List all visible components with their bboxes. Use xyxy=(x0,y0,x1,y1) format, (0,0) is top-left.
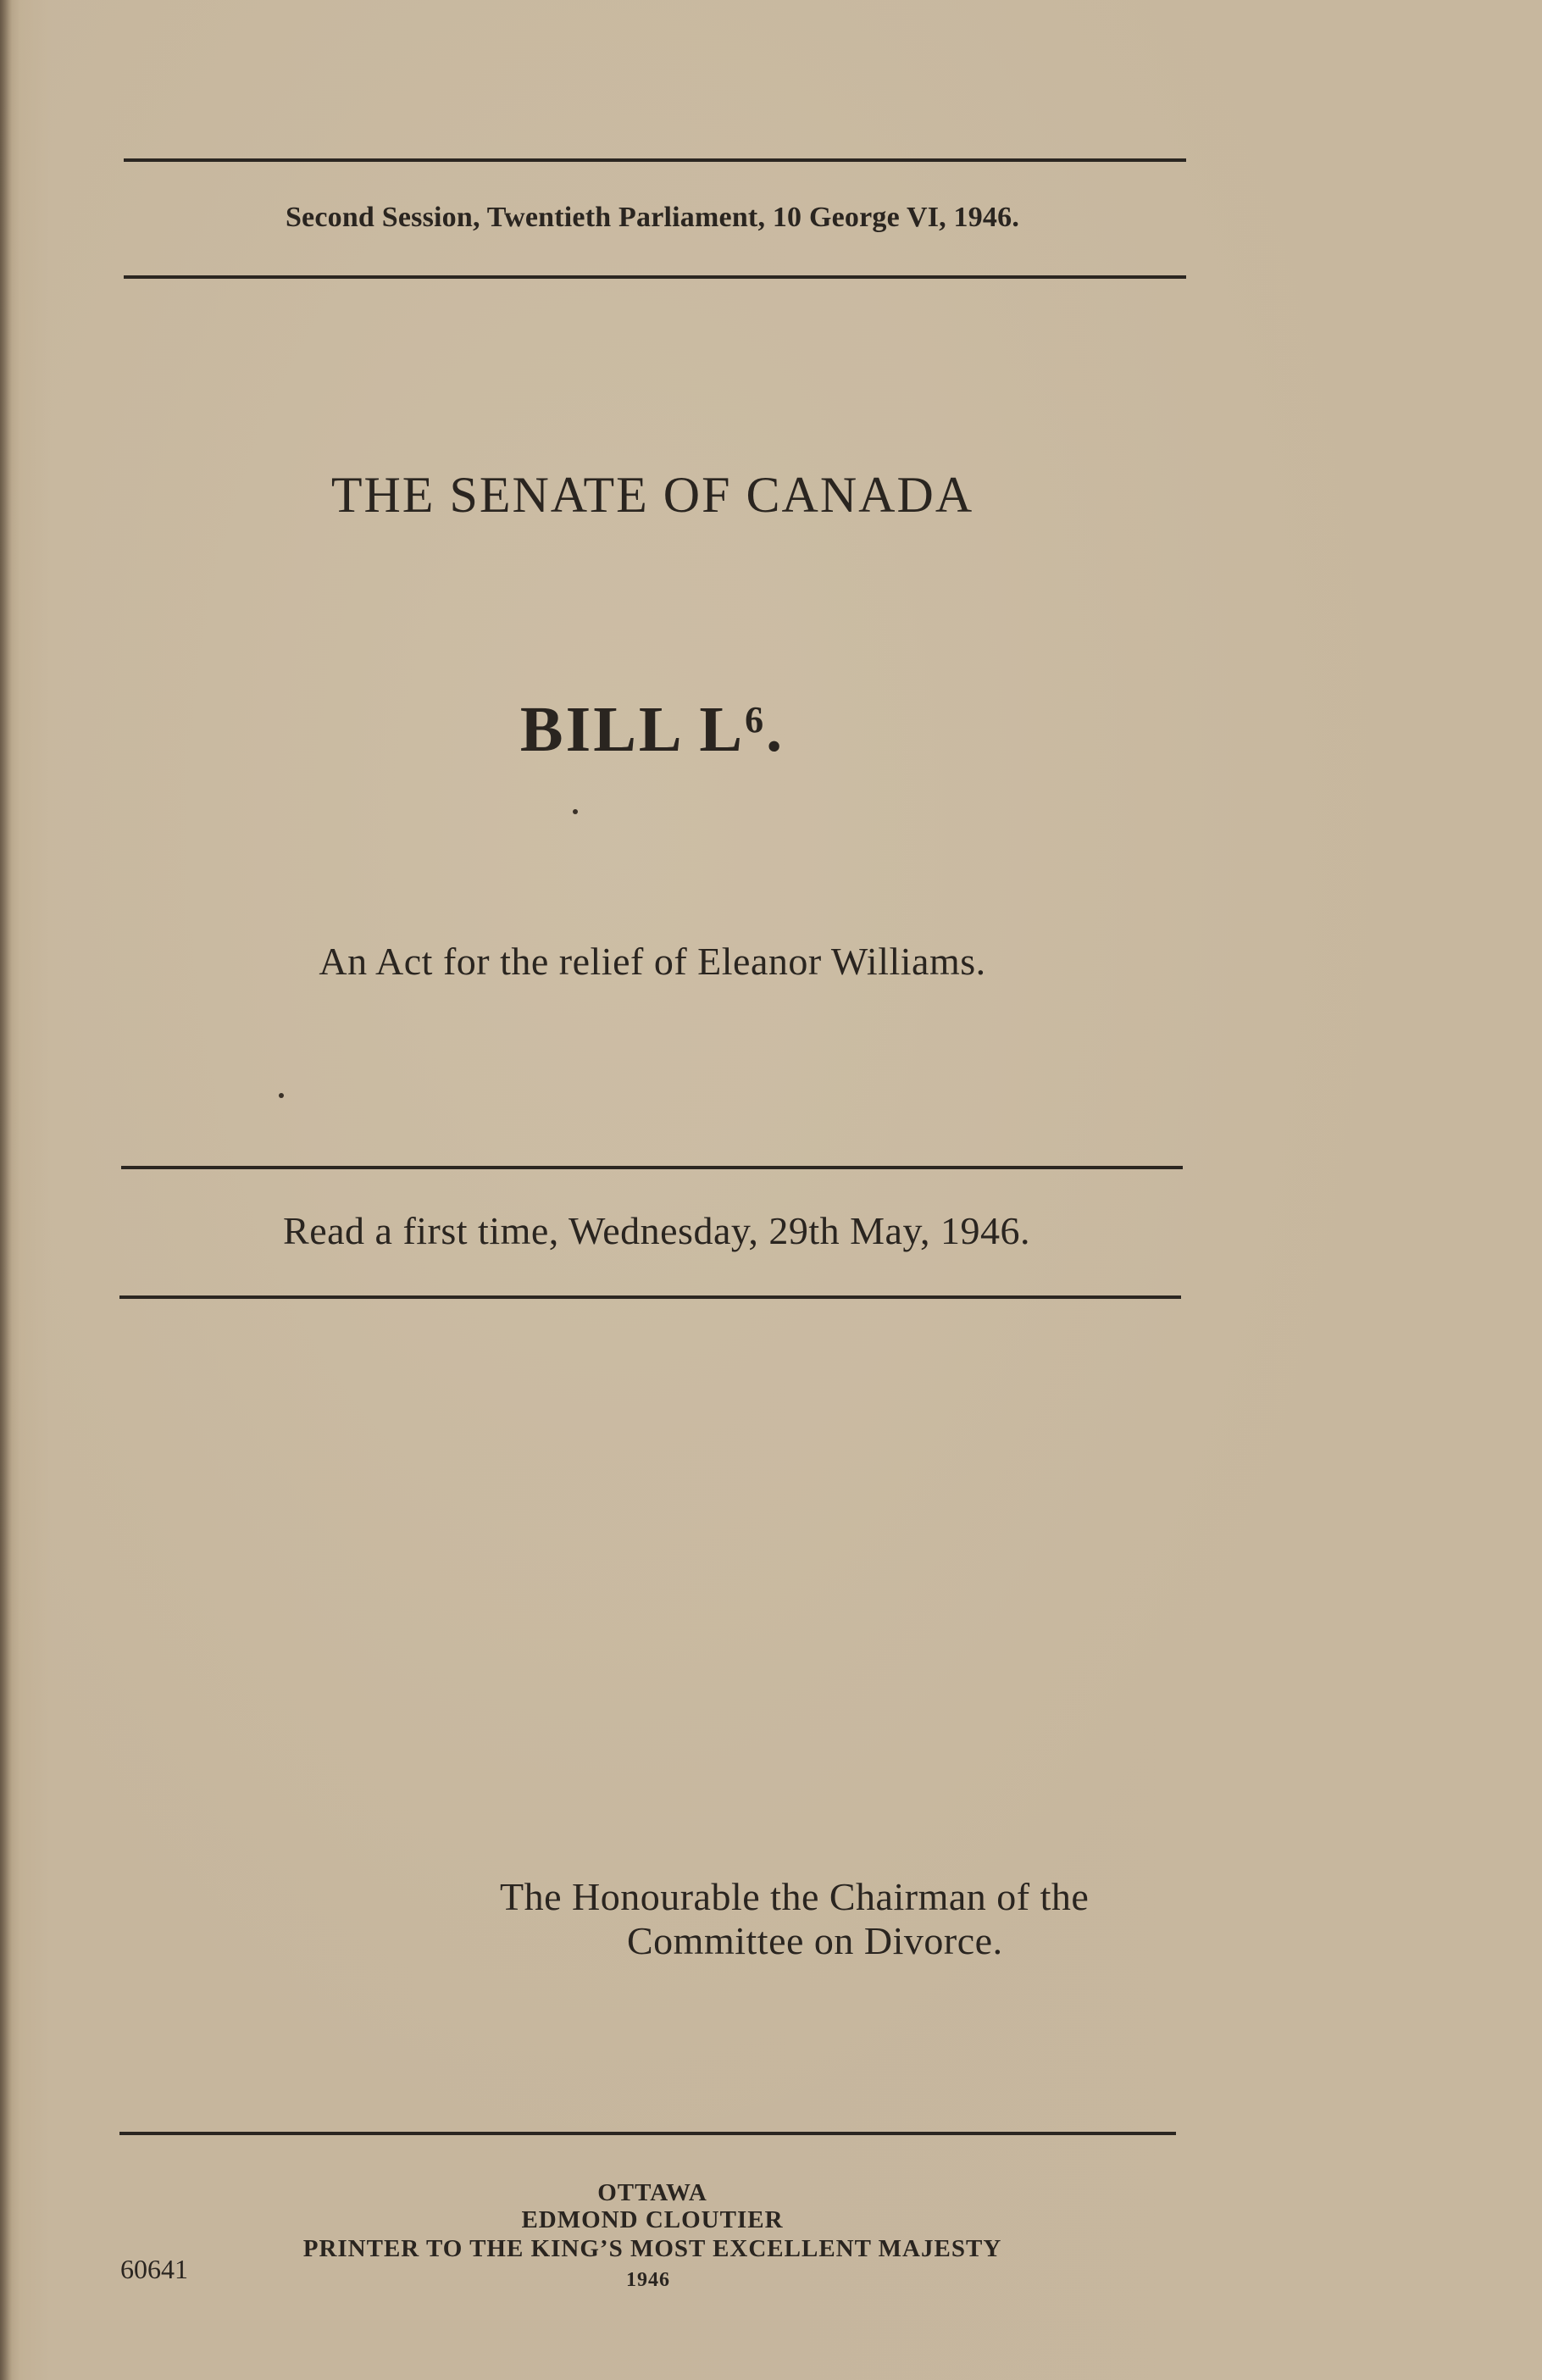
ink-speck xyxy=(573,809,578,814)
bill-number xyxy=(0,693,1305,767)
session-header: Second Session, Twentieth Parliament, 10 George VI, 1946. xyxy=(285,202,1020,233)
senate-title: THE SENATE OF CANADA xyxy=(330,467,974,523)
binding-edge xyxy=(0,0,12,2380)
imprint-printer-title: PRINTER TO THE KING’S MOST EXCELLENT MAJESTY xyxy=(302,2235,1002,2262)
first-reading-line: Read a first time, Wednesday, 29th May, 1946. xyxy=(283,1209,1030,1252)
bill-prefix: BILL L xyxy=(519,694,746,765)
print-job-code: 60641 xyxy=(120,2254,188,2284)
ink-speck xyxy=(279,1093,284,1098)
act-description: An Act for the relief of Eleanor Williams. xyxy=(319,940,986,983)
reading-bottom-rule xyxy=(119,1295,1181,1299)
bill-suffix: . xyxy=(766,694,785,765)
imprint-city: OTTAWA xyxy=(597,2179,707,2206)
sponsor-line-2: Committee on Divorce. xyxy=(627,1919,1003,1962)
imprint-printer: EDMOND CLOUTIER xyxy=(521,2206,784,2233)
bill-superscript: 6 xyxy=(745,699,767,741)
imprint-year: 1946 xyxy=(626,2269,670,2291)
imprint-top-rule xyxy=(119,2132,1176,2135)
reading-top-rule xyxy=(121,1166,1183,1169)
header-top-rule xyxy=(124,158,1186,162)
header-bottom-rule xyxy=(124,275,1186,279)
sponsor-line-1: The Honourable the Chairman of the xyxy=(500,1875,1090,1918)
